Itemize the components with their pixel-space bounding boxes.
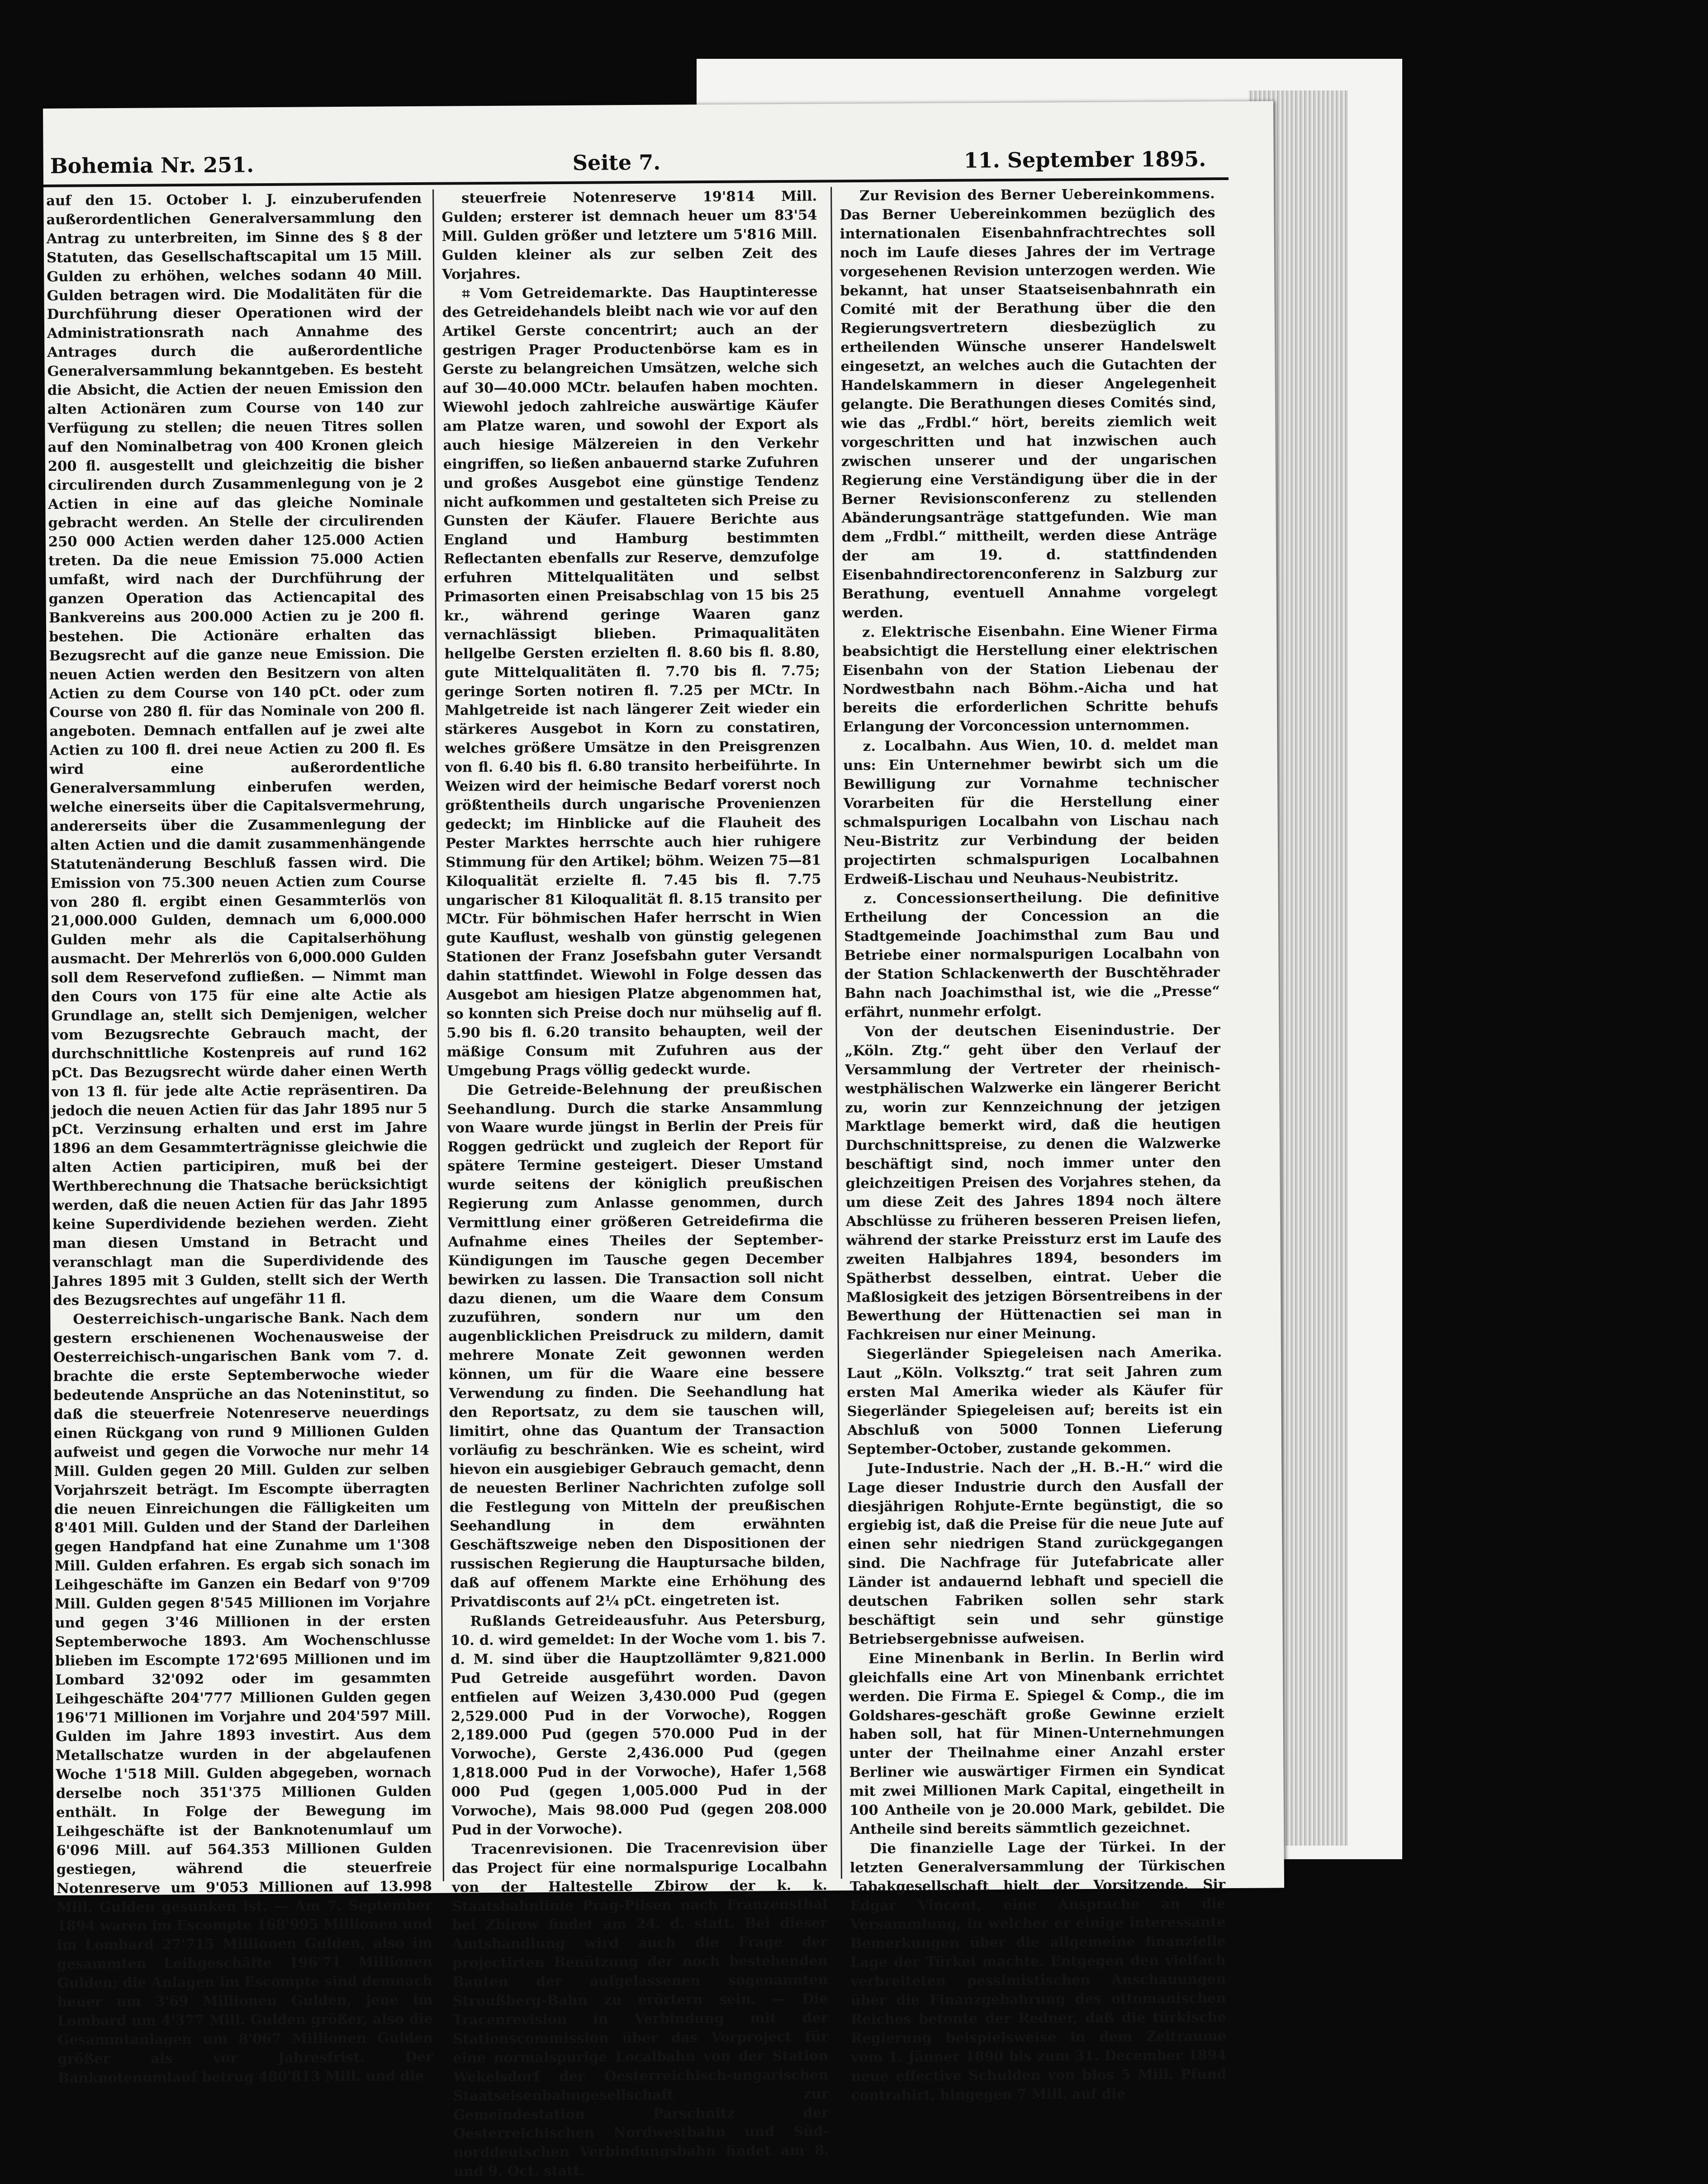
article: [840, 185, 1218, 623]
column-divider: [432, 190, 444, 1881]
article-headline: Tracenrevisionen.: [471, 1840, 613, 1858]
article-headline: Siegerländer Spiegeleisen nach Amerika.: [866, 1344, 1222, 1363]
article-body: Das Berner Uebereinkommen bezüglich des internationalen Eisenbahnfrachtrechtes soll noch im Laufe dieses Jahres der im Vertrage vorgesehenen Revision unterzogen werden. Wie bekannt, hat unser Staatseisenbahnrath ein Comité mit der Berathung über die den Regierungsvertretern diesbezüglich zu ertheilenden Wünsche unserer Handelswelt eingesetzt, an welches auch die Gutachten der Handelskammern in dieser Angelegenheit gelangte. Die Berathungen dieses Comités sind, wie das „Frdbl.“ hört, bereits ziemlich weit vorgeschritten und hat inzwischen auch zwischen unserer und der ungarischen Regierung eine Verständigung über die in der Berner Revisionsconferenz zu stellenden Abänderungsanträge stattgefunden. Wie man dem „Frdbl.“ mittheilt, werden diese Anträge der am 19. d. stattfindenden Eisenbahndirectorenconferenz in Salzburg zur Berathung, eventuell Annahme vorgelegt werden.: [840, 204, 1218, 622]
article-headline: z. Elektrische Eisenbahn.: [862, 623, 1066, 641]
article-headline: Oesterreichisch-ungarische Bank.: [73, 1310, 345, 1328]
article: [53, 1308, 433, 2088]
article-body: In der letzten Generalversammlung der Türkischen Tabakgesellschaft hielt der Vorsitzende, Sir Edgar Vincent, eine Ansprache an die Versammlung, in welcher er einige interessante Bemerkungen über die allgemeine finanzielle Lage der Türkei machte. Entgegen den vielfach verbreiteten pessimistischen Anschauungen über die Finanzgebahrung des ottomanischen Reiches betonte der Redner, daß die türkische Regierung beispielsweise in dem Zeitraume vom 1. Jänner 1890 bis zum 31. December 1894 neue effective Schulden von blos 5 Mill. Pfund contrahirt, hingegen 7 Mill. auf die: [849, 1838, 1227, 2103]
column-1: [46, 190, 433, 2086]
article: [447, 1079, 826, 1612]
page-number: Seite 7.: [572, 150, 661, 175]
newspaper-page: [43, 101, 1284, 2180]
article-body: Das Hauptinteresse des Getreidehandels bleibt nach wie vor auf den Artikel Gerste concentrirt; auch an der gestrigen Prager Productenbörse kam es in Gerste zu belangreichen Umsätzen, welche sich auf 30—40.000 MCtr. belaufen haben mochten. Wiewohl jedoch zahlreiche auswärtige Käufer am Platze waren, und sowohl der Export als auch hiesige Mälzereien in den Verkehr eingriffen, so ließen anbauernd starke Zufuhren und großes Ausgebot eine günstige Tendenz nicht aufkommen und gestalteten sich Preise zu Gunsten der Käufer. Flauere Berichte aus England und Hamburg bestimmten Reflectanten ebenfalls zur Reserve, demzufolge erfuhren Mittelqualitäten und selbst Primasorten einen Preisabschlag von 15 bis 25 kr., während geringe Waaren ganz vernachlässigt blieben. Primaqualitäten hellgelbe Gersten erzielten fl. 8.60 bis fl. 8.80, gute Mittelqualitäten fl. 7.70 bis fl. 7.75; geringe Sorten notiren fl. 7.25 per MCtr. In Mahlgetreide ist nach längerer Zeit wieder ein stärkeres Ausgebot in Korn zu constatiren, welches größere Umsätze in den Preisgrenzen von fl. 6.40 bis fl. 6.80 transito herbeiführte. In Weizen wird der heimische Bedarf vorerst noch größtentheils durch ungarische Provenienzen gedeckt; im Hinblicke auf die Flauheit des Pester Marktes herrschte auch hier ruhigere Stimmung für den Artikel; böhm. Weizen 75—81 Kiloqualität erzielte fl. 7.45 bis fl. 7.75 ungarischer 81 Kiloqualität fl. 8.15 transito per MCtr. Für böhmischen Hafer herrscht in Wien gute Kauflust, weshalb von günstig gelegenen Stationen der Franz Josefsbahn guter Versandt dahin stattfindet. Wiewohl in Folge dessen das Ausgebot am hiesigen Platze abgenommen hat, so konnten sich Preise doch nur mühselig auf fl. 5.90 bis fl. 6.20 transito behaupten, weil der mäßige Consum mit Zufuhren aus der Umgebung Prags völlig gedeckt wurde.: [442, 283, 822, 1079]
page-header: [50, 147, 1222, 182]
article-body: Aus Wien, 10. d. meldet man uns: Ein Unternehmer bewirbt sich um die Bewilligung zur Vornahme technischer Vorarbeiten für die Herstellung einer schmalspurigen Localbahn von Lischau nach Neu-Bistritz zur Verbindung der beiden projectirten schmalspurigen Localbahnen Erdweiß-Lischau und Neuhaus-Neubistritz.: [843, 736, 1219, 888]
article-body: Nach dem gestern erschienenen Wochenausweise der Oesterreichisch-ungarischen Bank vom 7. d. brachte die erste Septemberwoche wieder bedeutende Ansprüche an das Noteninstitut, so daß die steuerfreie Notenreserve neuerdings einen Rückgang von rund 9 Millionen Gulden aufweist und gegen die Vorwoche nur mehr 14 Mill. Gulden gegen 20 Mill. Gulden zur selben Vorjahrszeit beträgt. Im Escompte überragten die neuen Einreichungen die Fälligkeiten um 8'401 Mill. Gulden und der Stand der Darleihen gegen Handpfand hat eine Zunahme um 1'308 Mill. Gulden erfahren. Es ergab sich sonach im Leihgeschäfte im Ganzen ein Bedarf von 9'709 Mill. Gulden gegen 8'545 Millionen im Vorjahre und gegen 3'46 Millionen in der ersten Septemberwoche 1893. Am Wochenschlusse blieben im Escompte 172'695 Millionen und im Lombard 32'092 oder im gesammten Leihgeschäfte 204'777 Millionen Gulden gegen 196'71 Millionen im Vorjahre und 204'597 Mill. Gulden im Jahre 1893 investirt. Aus dem Metallschatze wurden in der abgelaufenen Woche 1'518 Mill. Gulden abgegeben, wornach derselbe noch 351'375 Millionen Gulden enthält. In Folge der Bewegung im Leihgeschäfte ist der Banknotenumlauf um 6'096 Mill. auf 564.353 Millionen Gulden gestiegen, während die steuerfreie Notenreserve um 9'053 Millionen auf 13.998 Mill. Gulden gesunken ist. — Am 7. September 1894 waren im Escompte 168'995 Millionen und im Lombard 27'715 Millionen Gulden, also im gesammten Leihgeschäfte 196'71 Millionen Gulden; die Anlagen im Escompte sind demnach heuer um 3'69 Millionen Gulden, jene im Lombard um 4'377 Mill. Gulden größer, also die Gesammtanlagen um 8'067 Millionen Gulden größer als vor Jahresfrist. Der Banknotenumlauf betrug 480'813 Mill. und die: [53, 1309, 433, 2086]
article-body: Aus Petersburg, 10. d. wird gemeldet: In der Woche vom 1. bis 7. d. M. sind über die Hauptzollämter 9,821.000 Pud Getreide ausgeführt worden. Davon entfielen auf Weizen 3,430.000 Pud (gegen 2,529.000 Pud in der Vorwoche), Roggen 2,189.000 Pud (gegen 570.000 Pud in der Vorwoche), Gerste 2,436.000 Pud (gegen 1,818.000 Pud in der Vorwoche), Hafer 1,568 000 Pud (gegen 1,005.000 Pud in der Vorwoche), Mais 98.000 Pud (gegen 208.000 Pud in der Vorwoche).: [450, 1611, 827, 1838]
article-body: Die definitive Ertheilung der Concession an die Stadtgemeinde Joachimsthal zum Bau und Betriebe einer normalspurigen Localbahn von der Station Schlackenwerth der Buschtěhrader Bahn nach Joachimsthal ist, wie die „Presse“ erfährt, nunmehr erfolgt.: [844, 888, 1220, 1021]
article-headline: Zur Revision des Berner Uebereinkommens.: [859, 185, 1215, 204]
article: [849, 1837, 1227, 2105]
masthead-issue: Bohemia Nr. 251.: [50, 152, 254, 178]
article-headline: Die Getreide-Belehnung der preußischen Seehandlung.: [447, 1080, 823, 1118]
article-headline: z. Concessionsertheilung.: [863, 889, 1083, 907]
article-headline: z. Localbahn.: [863, 737, 972, 755]
article: [46, 190, 428, 1310]
article-headline: Jute-Industrie.: [867, 1460, 985, 1477]
article-headline: Die finanzielle Lage der Türkei.: [869, 1838, 1156, 1857]
article-body: In Berlin wird gleichfalls eine Art von Minenbank errichtet werden. Die Firma E. Spiegel & Comp., die im Goldshares-geschäft große Gewinne erzielt haben soll, hat für Minen-Unternehmungen unter der Theilnahme einer Anzahl erster Berliner wie auswärtiger Firmen ein Syndicat mit zwei Millionen Mark Capital, eingetheilt in 100 Antheile von je 20.000 Mark, gebildet. Die Antheile sind bereits sämmtlich gezeichnet.: [849, 1648, 1225, 1838]
article-body: Eine Wiener Firma beabsichtigt die Herstellung einer elektrischen Eisenbahn von der Station Liebenau der Nordwestbahn nach Böhm.-Aicha und hat bereits die erforderlichen Schritte behufs Erlangung der Vorconcession unternommen.: [842, 622, 1219, 736]
article-body: Der „Köln. Ztg.“ geht über den Verlauf der Versammlung der Vertreter der rheinisch-westphälischen Walzwerke ein längerer Bericht zu, worin zur Kennzeichnung der jetzigen Marktlage bemerkt wird, daß die heutigen Durchschnittspreise, zu denen die Walzwerke beschäftigt sind, noch immer unter den gleichzeitigen Preisen des Vorjahres stehen, da um diese Zeit des Jahres 1894 noch ältere Abschlüsse zu früheren besseren Preisen liefen, während der starke Preissturz erst im Laufe des zweiten Halbjahres 1894, besonders im Spätherbst desselben, eintrat. Ueber die Maßlosigkeit des jetzigen Börsentreibens in der Bewerthung der Hüttenactien sei man in Fachkreisen nur einer Meinung.: [845, 1021, 1222, 1344]
article-body: Durch die starke Ansammlung von Waare wurde jüngst in Berlin der Preis für Roggen gedrückt und zugleich der Report für spätere Termine gesteigert. Dieser Umstand wurde seitens der königlich preußischen Regierung zum Anlasse genommen, durch Vermittlung einer größeren Getreidefirma die Aufnahme eines Theiles der September-Kündigungen im Tausche gegen December bewirken zu lassen. Die Transaction soll nicht dazu dienen, um die Waare dem Consum zuzuführen, sondern nur um den augenblicklichen Preisdruck zu mildern, damit mehrere Monate Zeit gewonnen werden können, um für die Waare eine bessere Verwendung zu finden. Die Seehandlung hat den Reportsatz, zu dem sie tauschen will, limitirt, ohne das Quantum der Transaction vorläufig zu beschränken. Wie es scheint, wird hievon ein ausgiebiger Gebrauch gemacht, denn de neuesten Berliner Nachrichten zufolge soll die Festlegung von Mitteln der preußischen Seehandlung in dem erwähnten Geschäftszweige neben den Dispositionen der russischen Regierung die Hauptursache bilden, daß auf offenem Markte eine Erhöhung des Privatdisconts auf 2¼ pCt. eingetreten ist.: [447, 1099, 826, 1610]
article-headline: Rußlands Getreideausfuhr.: [470, 1612, 689, 1630]
article-headline: Von der deutschen Eisenindustrie.: [864, 1021, 1175, 1040]
article-headline: Eine Minenbank in Berlin.: [868, 1649, 1095, 1667]
column-divider: [830, 187, 842, 1879]
article-body: steuerfreie Notenreserve 19'814 Mill. Gulden; ersterer ist demnach heuer um 83'54 Mill. Gulden größer und letztere um 5'816 Mill. Gulden kleiner als zur selben Zeit des Vorjahres.: [441, 188, 818, 283]
article-body: Laut „Köln. Volksztg.“ trat seit Jahren zum ersten Mal Amerika wieder als Käufer für Siegerländer Spiegeleisen auf; bereits ist ein Abschluß von 5000 Tonnen Lieferung September-October, zustande gekommen.: [847, 1363, 1223, 1458]
article-body: Die Tracenrevision über das Project für eine normalspurige Localbahn von der Haltestelle Zbirow der k. k. Staatsbahnlinie Prag-Pilsen nach Franzensthal bei Zbirow findet am 24. d. statt. Bei dieser Amtshandlung wird auch die Frage der projectirten Benützung der noch bestehenden Bauten der aufgelassenen sogenannten Stroußberg-Bahn zu erörtern sein. — Die Tracenrevision in Verbindung mit der Stationscommission über das Vorproject für eine normalspurige Localbahn von der Station Wekelsdorf der Oesterreichisch-ungarischen Staatseisenbahngesellschaft zur Gemeindestation Parschnitz der Oesterreichischen Nordwestbahn und Süd-norddeutschen Verbindungsbahn findet am 8. und 9. Oct. statt.: [451, 1839, 829, 2180]
article: [845, 1021, 1222, 1345]
article: [442, 282, 822, 1081]
article: [843, 735, 1219, 889]
issue-date: 11. September 1895.: [963, 147, 1206, 173]
article: [847, 1343, 1223, 1459]
article: [441, 187, 817, 285]
article-headline: ⌗ Vom Getreidemarkte.: [462, 284, 653, 302]
article: [842, 621, 1219, 737]
article: [451, 1838, 829, 2181]
column-2: [441, 187, 829, 2180]
article: [849, 1647, 1225, 1839]
column-3: [840, 185, 1227, 2103]
article: [847, 1458, 1224, 1649]
article: [450, 1610, 827, 1840]
article-body: auf den 15. October l. J. einzuberufenden außerordentlichen Generalversammlung den Antrag zu unterbreiten, im Sinne des § 8 der Statuten, das Gesellschaftscapital um 15 Mill. Gulden zu erhöhen, welches sodann 40 Mill. Gulden betragen wird. Die Modalitäten für die Durchführung dieser Operationen wird der Administrationsrath nach Annahme des Antrages durch die außerordentliche Generalversammlung bekanntgeben. Es besteht die Absicht, die Actien der neuen Emission den alten Actionären zum Course von 140 zur Verfügung zu stellen; die neuen Titres sollen auf den Nominalbetrag von 400 Kronen gleich 200 fl. ausgestellt und gleichzeitig die bisher circulirenden durch Zusammenlegung von je 2 Actien in eine auf das gleiche Nominale gebracht werden. An Stelle der circulirenden 250 000 Actien werden daher 125.000 Actien treten. Da die neue Emission 75.000 Actien umfaßt, wird nach der Durchführung der ganzen Operation das Actiencapital des Bankvereins aus 200.000 Actien zu je 200 fl. bestehen. Die Actionäre erhalten das Bezugsrecht auf die ganze neue Emission. Die neuen Actien werden den Besitzern von alten Actien zu dem Course von 140 pCt. oder zum Course von 280 fl. für das Nominale von 200 fl. angeboten. Demnach entfallen auf je zwei alte Actien zu 100 fl. drei neue Actien zu 200 fl. Es wird eine außerordentliche Generalversammlung einberufen werden, welche einerseits über die Capitalsvermehrung, andererseits über die Zusammenlegung der alten Actien und die damit zusammenhängende Statutenänderung Beschluß fassen wird. Die Emission von 75.300 neuen Actien zum Course von 280 fl. ergibt einen Gesammterlös von 21,000.000 Gulden, demnach um 6,000.000 Gulden mehr als die Capitalserhöhung ausmacht. Der Mehrerlös von 6,000.000 Gulden soll dem Reservefond zufließen. — Nimmt man den Cours von 175 für eine alte Actie als Grundlage an, stellt sich Demjenigen, welcher vom Bezugsrechte Gebrauch macht, der durchschnittliche Kostenpreis auf rund 162 pCt. Das Bezugsrecht würde daher einen Werth von 13 fl. für jede alte Actie repräsentiren. Da jedoch die neuen Actien für das Jahr 1895 nur 5 pCt. Verzinsung erhalten und erst im Jahre 1896 an dem Gesammterträgnisse gleichwie die alten Actien participiren, muß bei der Werthberechnung die Thatsache berücksichtigt werden, daß die neuen Actien für das Jahr 1895 keine Superdividende beziehen werden. Zieht man diesen Umstand in Betracht und veranschlagt man die Superdividende des Jahres 1895 mit 3 Gulden, stellt sich der Werth des Bezugsrechtes auf ungefähr 11 fl.: [46, 190, 428, 1309]
article: [844, 888, 1220, 1022]
article-body: Nach der „H. B.-H.“ wird die Lage dieser Industrie durch den Ausfall der diesjährigen Rohjute-Ernte begünstigt, die so ergiebig ist, daß die Preise für die neue Jute auf einen sehr niedrigen Stand zurückgegangen sind. Die Nachfrage für Jutefabricate aller Länder ist andauernd lebhaft und speciell die deutschen Fabriken sollen sehr stark beschäftigt sein und sehr günstige Betriebsergebnisse aufweisen.: [847, 1458, 1224, 1648]
